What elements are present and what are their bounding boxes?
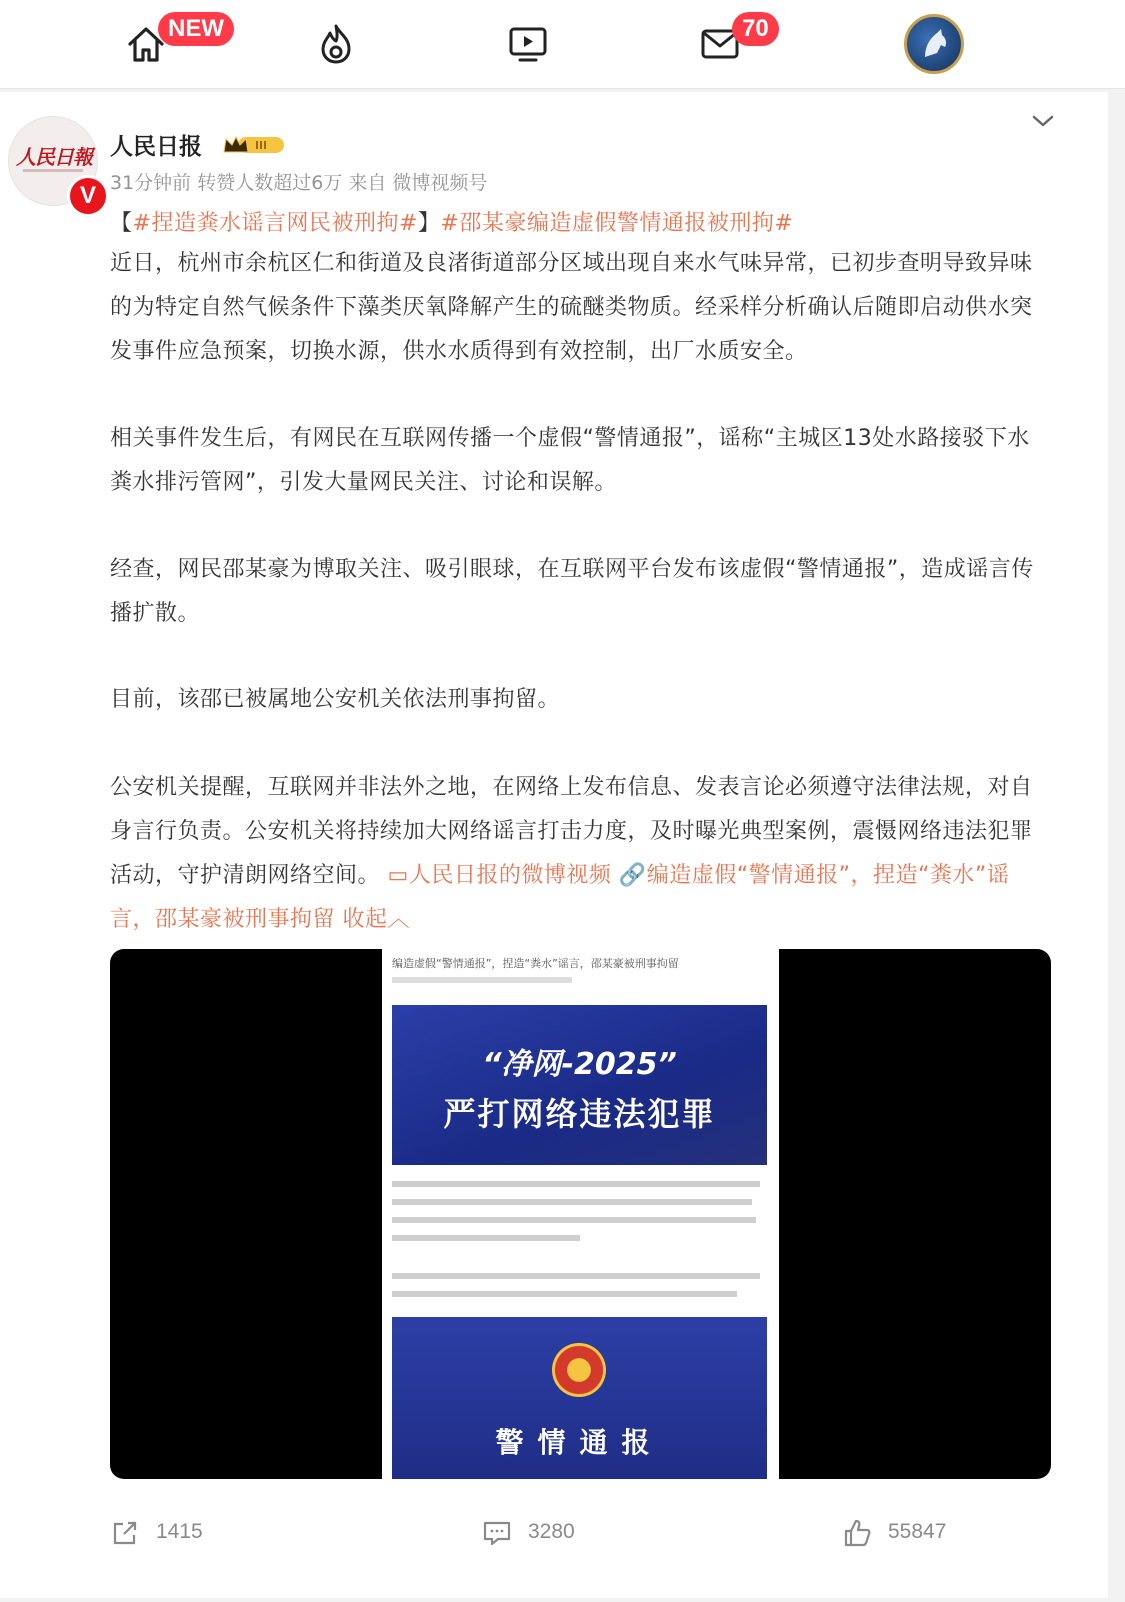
- doc-text-lines: [392, 1181, 767, 1309]
- author-name[interactable]: 人民日报: [110, 134, 202, 160]
- share-count: 1415: [156, 1520, 203, 1543]
- notice-title: 警情通报: [495, 1426, 664, 1459]
- campaign-banner: [392, 1005, 767, 1165]
- video-link-icon: ▭: [387, 863, 409, 888]
- share-icon: [110, 1518, 140, 1548]
- police-notice-banner: [392, 1317, 767, 1479]
- paragraph-3: 经查，网民邵某豪为博取关注、吸引眼球，在互联网平台发布该虚假“警情通报”，造成谣言传播扩散。: [110, 557, 1034, 626]
- nav-hot[interactable]: [308, 16, 364, 72]
- banner-line-1: “净网-2025”: [482, 1047, 677, 1082]
- nav-video[interactable]: [500, 16, 556, 72]
- chevron-up-icon: ︿: [387, 907, 411, 932]
- hashtag-detained[interactable]: #邵某豪编造虚假警情通报被刑拘#: [440, 211, 794, 236]
- video-link[interactable]: [388, 863, 612, 888]
- collapse-label: 收起: [342, 907, 388, 932]
- fire-icon: [314, 22, 358, 66]
- action-bar: [0, 1502, 1108, 1562]
- comment-icon: [482, 1518, 512, 1548]
- author-avatar[interactable]: [8, 116, 98, 209]
- video-frame-document: [382, 949, 779, 1479]
- like-button[interactable]: [842, 1516, 972, 1552]
- comment-button[interactable]: [482, 1516, 602, 1552]
- paragraph-1: 近日，杭州市余杭区仁和街道及良渚街道部分区域出现自来水气味异常，已初步查明导致异味的为特定自然气候条件下藻类厌氧降解产生的硫醚类物质。经采样分析确认后随即启动供水突发事件应急预案，切换水源，供水水质得到有效控制，出厂水质安全。: [110, 251, 1033, 364]
- bracket-close: 】: [417, 211, 441, 236]
- top-nav: [0, 0, 1125, 89]
- banner-line-2: 严打网络违法犯罪: [443, 1095, 716, 1133]
- collapse-button[interactable]: [343, 907, 411, 932]
- doc-subline: [392, 977, 572, 983]
- video-link-label: 人民日报的微博视频: [408, 863, 612, 888]
- user-avatar[interactable]: [904, 14, 964, 74]
- paragraph-5-text: 公安机关提醒，互联网并非法外之地，在网络上发布信息、发表言论必须遵守法律法规，对自身言行负责。公安机关将持续加大网络谣言打击力度，及时曝光典型案例，震慑网络违法犯罪活动，守护清朗网络空间。: [110, 775, 1033, 888]
- paragraph-5: [110, 766, 1050, 942]
- new-badge: NEW: [158, 12, 234, 46]
- thumbs-up-icon: [842, 1518, 872, 1548]
- horse-icon: [913, 23, 955, 65]
- hashtag-rumor[interactable]: #捏造粪水谣言网民被刑拘#: [132, 211, 418, 236]
- author-logo-subline: [23, 169, 83, 172]
- nav-home[interactable]: [118, 15, 224, 72]
- vip-crown-icon: [222, 134, 286, 156]
- nav-messages[interactable]: [692, 15, 769, 72]
- bracket-open: 【: [110, 211, 133, 236]
- hashtag-line: [110, 206, 793, 237]
- video-player[interactable]: [110, 949, 1051, 1479]
- post-card: [0, 92, 1108, 1598]
- like-count: 55847: [888, 1520, 947, 1543]
- verified-icon: V: [67, 175, 109, 217]
- link-icon: 🔗: [618, 863, 647, 888]
- video-play-icon: [506, 22, 550, 66]
- police-emblem-icon: [552, 1343, 606, 1397]
- post-meta: 31分钟前 转赞人数超过6万 来自 微博视频号: [110, 172, 488, 194]
- doc-title: 编造虚假“警情通报”，捏造“粪水”谣言，邵某豪被刑事拘留: [392, 957, 679, 970]
- article-link-label: 编造虚假“警情通报”，捏造“粪水”谣言，邵某豪被刑事拘留: [110, 863, 1010, 932]
- chevron-down-icon[interactable]: [1030, 108, 1056, 134]
- author-logo: 人民日報: [16, 145, 92, 169]
- paragraph-4: 目前，该邵已被属地公安机关依法刑事拘留。: [110, 687, 561, 712]
- comment-count: 3280: [528, 1520, 575, 1543]
- message-count-badge: 70: [732, 12, 779, 46]
- paragraph-2: 相关事件发生后，有网民在互联网传播一个虚假“警情通报”，谣称“主城区13处水路接驳下水粪水排污管网”，引发大量网民关注、讨论和误解。: [110, 426, 1030, 495]
- share-button[interactable]: [110, 1516, 230, 1552]
